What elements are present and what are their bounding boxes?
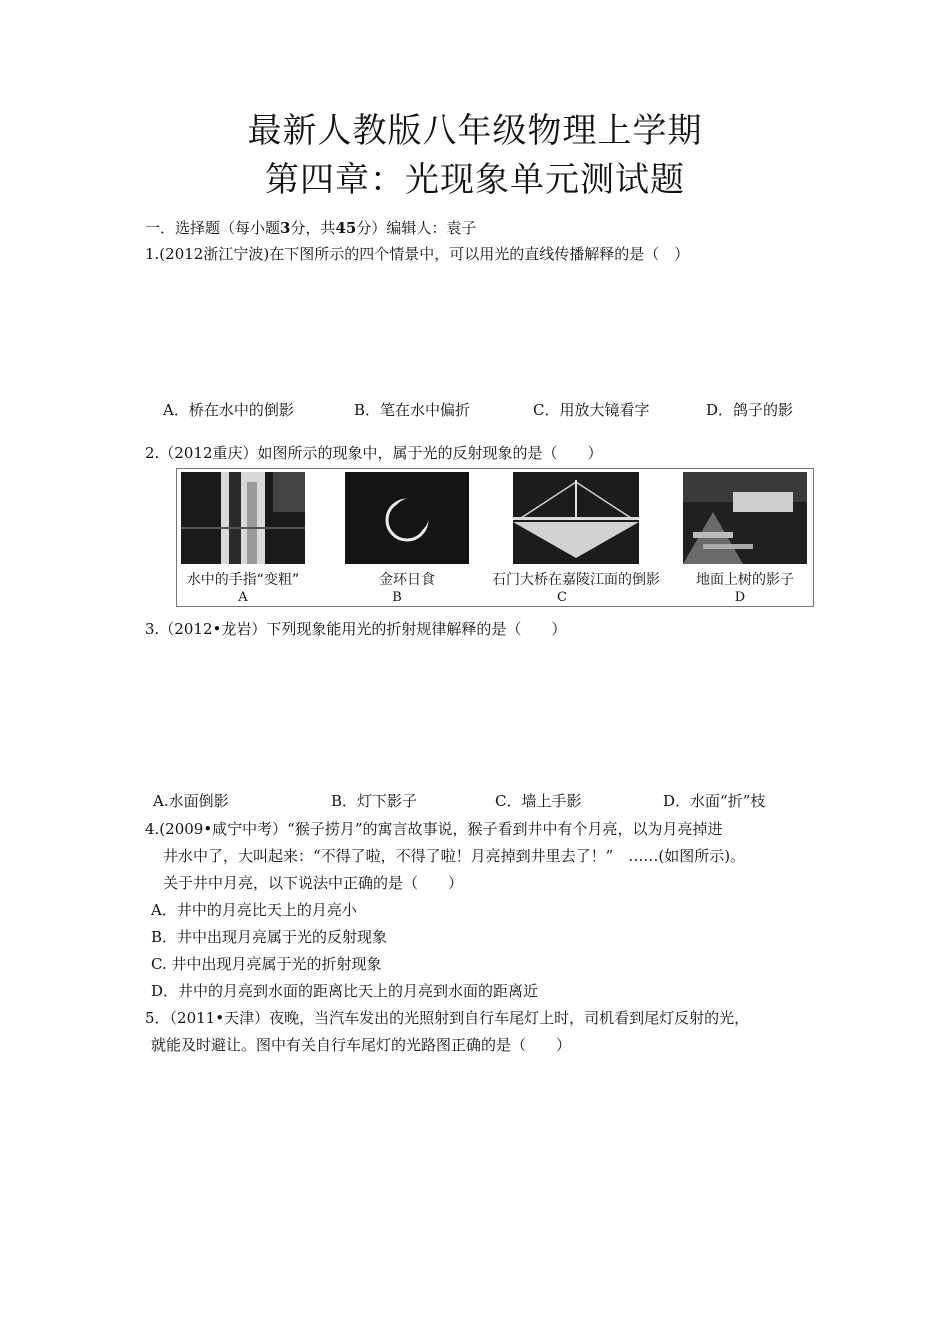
q4-line3: 关于井中月亮，以下说法中正确的是（ ）	[163, 874, 464, 892]
q3-option-c: C．墙上手影	[495, 792, 582, 810]
q5-line2: 就能及时避让。图中有关自行车尾灯的光路图正确的是（ ）	[151, 1036, 572, 1054]
q4-option-b: B．井中出现月亮属于光的反射现象	[151, 928, 388, 946]
q2-image-a	[181, 472, 305, 564]
q2-image-c	[513, 472, 639, 564]
q5-line1: 5．（2011•天津）夜晚，当汽车发出的光照射到自行车尾灯上时，司机看到尾灯反射的光，	[145, 1009, 750, 1027]
q4-option-c: C. 井中出现月亮属于光的折射现象	[151, 955, 382, 973]
q3-option-a: A.水面倒影	[153, 792, 229, 810]
q3-stem: 3.（2012•龙岩）下列现象能用光的折射规律解释的是（ ）	[145, 620, 567, 638]
page-subtitle: 第四章：光现象单元测试题	[265, 160, 685, 200]
q2-figure	[176, 468, 814, 607]
section-mid: 分，共	[290, 219, 336, 237]
q1-stem: 1.(2012浙江宁波)在下图所示的四个情景中，可以用光的直线传播解释的是（ ）	[145, 245, 690, 263]
q2-image-b	[345, 472, 469, 564]
q1-option-d: D．鸽子的影	[706, 401, 794, 419]
section-points-each: 3	[280, 219, 291, 237]
q2-caption-b: 金环日食	[379, 572, 435, 588]
q2-letter-b: B	[392, 590, 402, 605]
q2-caption-c: 石门大桥在嘉陵江面的倒影	[492, 572, 660, 588]
q4-option-d: D．井中的月亮到水面的距离比天上的月亮到水面的距离近	[151, 982, 539, 1000]
q1-option-c: C．用放大镜看字	[533, 401, 650, 419]
q4-line1: 4.(2009•咸宁中考）“猴子捞月”的寓言故事说，猴子看到井中有个月亮，以为月亮掉进	[145, 820, 723, 838]
section-suffix: 分）编辑人：袁子	[356, 219, 477, 237]
q1-option-b: B．笔在水中偏折	[354, 401, 471, 419]
section-points-total: 45	[335, 219, 357, 237]
q4-option-a: A．井中的月亮比天上的月亮小	[151, 901, 357, 919]
q2-image-d	[683, 472, 807, 564]
section-heading	[145, 218, 476, 238]
q2-letter-d: D	[734, 590, 746, 605]
q4-line2: 井水中了，大叫起来：“不得了啦，不得了啦！月亮掉到井里去了！” ……(如图所示)。	[163, 847, 746, 865]
q2-caption-d: 地面上树的影子	[696, 572, 794, 588]
q1-option-a: A．桥在水中的倒影	[163, 401, 294, 419]
page-title: 最新人教版八年级物理上学期	[247, 111, 703, 151]
q2-letter-c: C	[557, 590, 567, 605]
q2-stem: 2.（2012重庆）如图所示的现象中，属于光的反射现象的是（ ）	[145, 444, 603, 462]
section-prefix: 一．选择题（每小题	[145, 219, 281, 237]
q2-caption-a: 水中的手指“变粗”	[186, 572, 300, 588]
q2-letter-a: A	[238, 590, 248, 605]
q3-option-b: B．灯下影子	[331, 792, 418, 810]
q3-option-d: D．水面“折”枝	[663, 792, 766, 810]
